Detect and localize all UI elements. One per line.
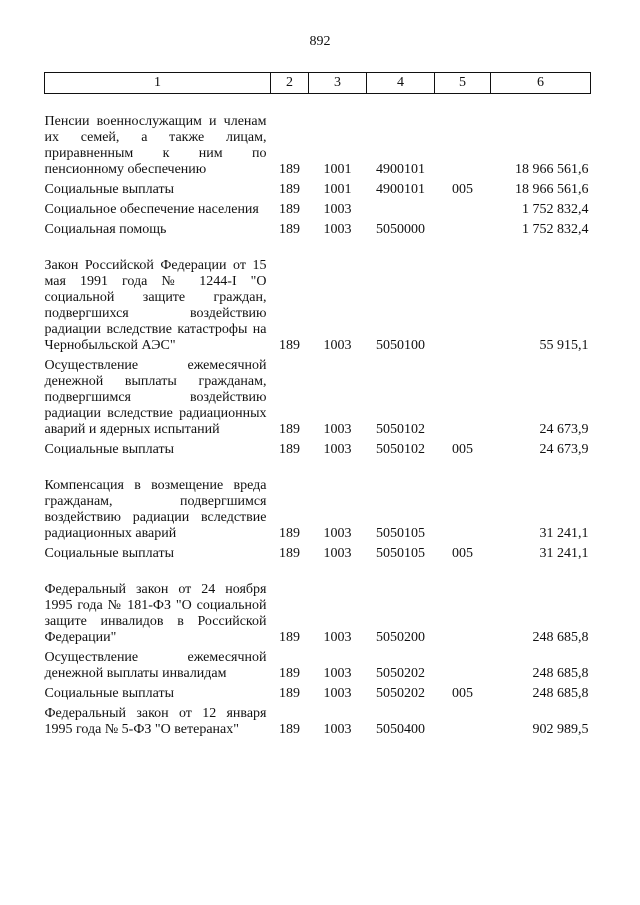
row-amount: 55 915,1 [539, 338, 589, 353]
row-col3: 1003 [323, 722, 352, 737]
row-description: Социальная помощь [44, 222, 167, 237]
table-row [45, 682, 591, 702]
row-col4: 5050400 [376, 722, 425, 737]
row-col5: 005 [452, 686, 473, 701]
row-col5 [435, 646, 491, 682]
table-row [45, 702, 591, 738]
table-row [45, 110, 591, 178]
row-amount: 902 989,5 [532, 722, 589, 737]
table-row [45, 354, 591, 438]
row-col3: 1003 [323, 686, 352, 701]
table-row [45, 254, 591, 354]
row-col2: 189 [279, 686, 300, 701]
row-col5: 005 [452, 442, 473, 457]
row-col5 [435, 354, 491, 438]
table-row [45, 542, 591, 562]
row-amount: 1 752 832,4 [522, 202, 589, 217]
row-col3: 1003 [323, 442, 352, 457]
row-col3: 1001 [323, 162, 352, 177]
row-col2: 189 [279, 422, 300, 437]
row-amount: 18 966 561,6 [515, 162, 589, 177]
header-col-6: 6 [491, 73, 591, 94]
row-col5: 005 [452, 546, 473, 561]
row-col2: 189 [279, 722, 300, 737]
row-col2: 189 [279, 630, 300, 645]
row-amount: 248 685,8 [532, 630, 589, 645]
row-description: Социальные выплаты [44, 686, 175, 701]
row-description: Пенсии военнослужащим и членам их семей, а также лицам, приравненным к ним по пенсионному обеспечению [44, 114, 267, 177]
row-col2: 189 [279, 546, 300, 561]
row-col5 [435, 702, 491, 738]
row-col5: 005 [452, 182, 473, 197]
row-description: Социальные выплаты [44, 182, 175, 197]
row-col4: 5050200 [376, 630, 425, 645]
header-col-1: 1 [45, 73, 271, 94]
table-row [45, 646, 591, 682]
row-description: Социальные выплаты [44, 442, 175, 457]
header-col-5: 5 [435, 73, 491, 94]
row-amount: 18 966 561,6 [515, 182, 589, 197]
row-description: Закон Российской Федерации от 15 мая 1991 года № 1244-I "О социальной защите граждан, подвергшихся воздействию радиации вследствие катастрофы на Чернобыльской АЭС" [44, 258, 267, 353]
row-col4: 5050105 [376, 546, 425, 561]
row-col4: 5050105 [376, 526, 425, 541]
table-header-row [45, 73, 591, 94]
row-col5 [435, 218, 491, 238]
row-col2: 189 [279, 182, 300, 197]
row-description: Осуществление ежемесячной денежной выплаты инвалидам [44, 650, 267, 681]
table-row [45, 474, 591, 542]
row-col3: 1003 [323, 546, 352, 561]
budget-table [44, 72, 591, 738]
row-col3: 1003 [323, 526, 352, 541]
table-row [45, 178, 591, 198]
header-col-4: 4 [367, 73, 435, 94]
row-col5 [435, 578, 491, 646]
row-col3: 1003 [323, 202, 352, 217]
row-col2: 189 [279, 162, 300, 177]
row-col2: 189 [279, 222, 300, 237]
header-col-3: 3 [309, 73, 367, 94]
row-description: Федеральный закон от 12 января 1995 года № 5-ФЗ "О ветеранах" [44, 706, 267, 737]
row-description: Осуществление ежемесячной денежной выплаты гражданам, подвергшимся воздействию радиации вследствие радиационных аварий и ядерных испытаний [44, 358, 267, 437]
table-row [45, 198, 591, 218]
row-col5 [435, 474, 491, 542]
row-col2: 189 [279, 526, 300, 541]
row-col4: 5050202 [376, 666, 425, 681]
row-col3: 1003 [323, 338, 352, 353]
row-description: Социальное обеспечение населения [44, 202, 259, 217]
row-amount: 24 673,9 [539, 422, 589, 437]
row-amount: 1 752 832,4 [522, 222, 589, 237]
row-col5 [435, 110, 491, 178]
table-row [45, 438, 591, 458]
row-col4: 4900101 [376, 162, 425, 177]
header-col-2: 2 [271, 73, 309, 94]
row-col3: 1003 [323, 422, 352, 437]
row-description: Федеральный закон от 24 ноября 1995 года № 181-ФЗ "О социальной защите инвалидов в Российской Федерации" [44, 582, 267, 645]
row-amount: 31 241,1 [539, 546, 589, 561]
row-col3: 1003 [323, 630, 352, 645]
page-number: 892 [309, 34, 331, 49]
row-col2: 189 [279, 202, 300, 217]
row-col4: 5050100 [376, 338, 425, 353]
row-col3: 1003 [323, 666, 352, 681]
row-amount: 31 241,1 [539, 526, 589, 541]
row-col3: 1003 [323, 222, 352, 237]
table-row [45, 218, 591, 238]
row-col2: 189 [279, 442, 300, 457]
row-col4: 4900101 [376, 182, 425, 197]
row-col4: 5050000 [376, 222, 425, 237]
row-amount: 24 673,9 [539, 442, 589, 457]
row-col4: 5050102 [376, 442, 425, 457]
row-col5 [435, 254, 491, 354]
row-col4 [367, 198, 435, 218]
table-row [45, 578, 591, 646]
row-col3: 1001 [323, 182, 352, 197]
row-description: Социальные выплаты [44, 546, 175, 561]
row-amount: 248 685,8 [532, 666, 589, 681]
row-col2: 189 [279, 666, 300, 681]
row-col4: 5050202 [376, 686, 425, 701]
row-amount: 248 685,8 [532, 686, 589, 701]
row-description: Компенсация в возмещение вреда гражданам, подвергшимся воздействию радиации вследствие радиационных аварий [44, 478, 267, 541]
row-col5 [435, 198, 491, 218]
row-col2: 189 [279, 338, 300, 353]
row-col4: 5050102 [376, 422, 425, 437]
